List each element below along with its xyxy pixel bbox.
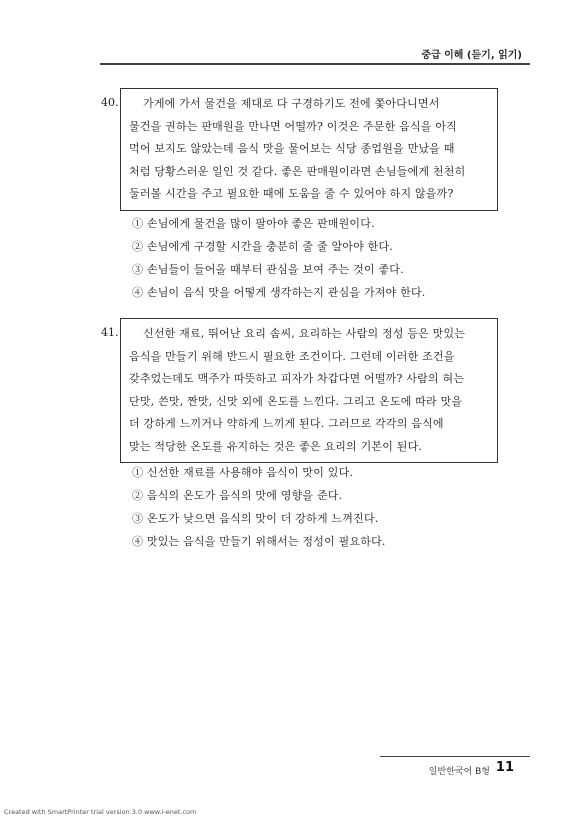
choice-option-3: ③ 온도가 낮으면 음식의 맛이 더 강하게 느껴진다. xyxy=(132,512,379,525)
passage-line: 맞는 적당한 온도를 유지하는 것은 좋은 요리의 기본이 된다. xyxy=(129,439,423,453)
choice-list-40 xyxy=(132,212,425,304)
passage-line: 물건을 권하는 판매원을 만나면 어떨까? 이것은 주문한 음식을 아직 xyxy=(129,119,457,133)
passage-line: 더 강하게 느끼거나 약하게 느끼게 된다. 그러므로 각각의 음식에 xyxy=(129,417,444,430)
passage-line: 처럼 당황스러운 일인 것 같다. 좋은 판매원이라면 손님들에게 천천히 xyxy=(129,164,466,178)
passage-line: 먹어 보지도 않았는데 음식 맛을 물어보는 식당 종업원을 만났을 때 xyxy=(129,142,455,155)
book-title: 일반한국어 B형 xyxy=(428,767,490,777)
passage-box-41 xyxy=(120,318,498,463)
passage-box-40 xyxy=(120,88,498,211)
footer-divider xyxy=(380,756,530,757)
watermark-text: Created with SmartPrinter trial version 3.0 www.i-enet.com xyxy=(4,808,197,816)
passage-line: 음식을 만들기 위해 반드시 필요한 조건이다. 그런데 이러한 조건을 xyxy=(129,349,455,363)
choice-option-4: ④ 손님이 음식 맛을 어떻게 생각하는지 관심을 가져야 한다. xyxy=(132,286,426,299)
choice-option-1: ① 손님에게 물건을 많이 팔아야 좋은 판매원이다. xyxy=(132,217,375,230)
choice-option-4: ④ 맛있는 음식을 만들기 위해서는 정성이 필요하다. xyxy=(132,535,386,548)
question-number-41: 41. xyxy=(101,326,119,339)
question-number-40: 40. xyxy=(101,96,119,109)
page-number: 11 xyxy=(495,760,514,775)
passage-line: 둘러볼 시간을 주고 필요한 때에 도움을 줄 수 있어야 하지 않을까? xyxy=(129,187,454,200)
passage-line: 가게에 가서 물건을 제대로 다 구경하기도 전에 쫓아다니면서 xyxy=(143,97,440,110)
header-divider xyxy=(100,63,530,65)
choice-option-2: ② 음식의 온도가 음식의 맛에 영향을 준다. xyxy=(132,489,343,502)
passage-line: 신선한 재료, 뛰어난 요리 솜씨, 요리하는 사람의 정성 등은 맛있는 xyxy=(143,327,466,340)
passage-line: 갖추었는데도 맥주가 따뜻하고 피자가 차갑다면 어떨까? 사람의 혀는 xyxy=(129,372,465,385)
choice-option-1: ① 신선한 재료를 사용해야 음식이 맛이 있다. xyxy=(132,466,354,479)
choice-option-3: ③ 손님들이 들어올 때부터 관심을 보여 주는 것이 좋다. xyxy=(132,263,404,276)
section-title: 중급 이해 (듣기, 읽기) xyxy=(421,50,522,61)
passage-line: 단맛, 쓴맛, 짠맛, 신맛 외에 온도를 느낀다. 그리고 온도에 따라 맛을 xyxy=(129,394,463,408)
choice-list-41 xyxy=(132,461,386,553)
choice-option-2: ② 손님에게 구경할 시간을 충분히 줄 줄 알아야 한다. xyxy=(132,240,393,253)
